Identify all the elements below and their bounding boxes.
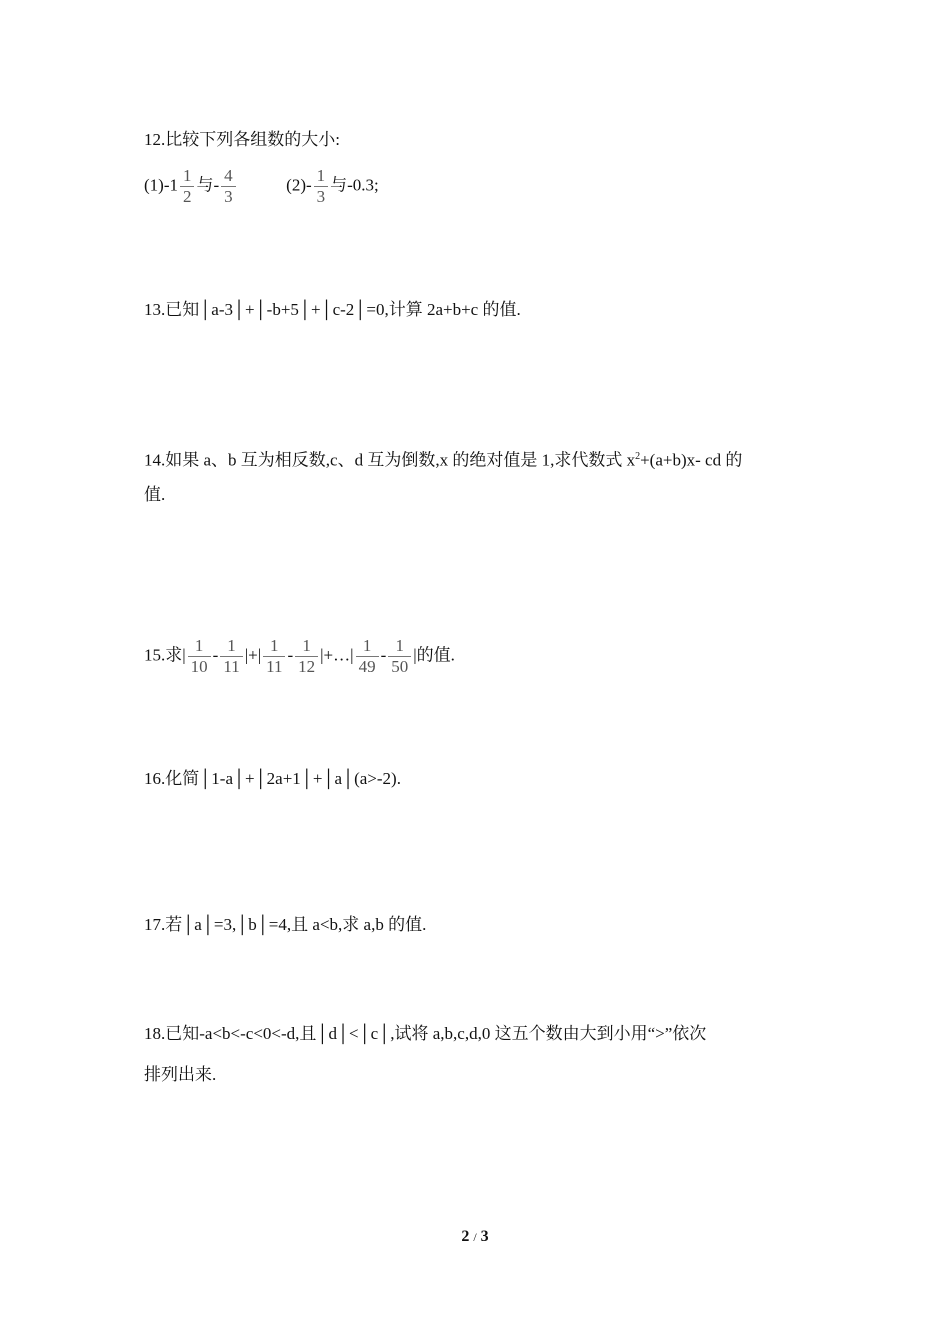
text: 与-: [196, 175, 220, 195]
question-14-line2: 值.: [144, 485, 166, 504]
numerator: 1: [194, 636, 204, 655]
fraction: [388, 636, 411, 677]
fraction: [221, 166, 236, 207]
fraction: [188, 636, 211, 677]
total-pages: 3: [480, 1228, 489, 1245]
numerator: 1: [395, 636, 404, 655]
current-page: 2: [461, 1228, 470, 1245]
fraction: [314, 166, 329, 207]
fraction: [220, 636, 242, 677]
text: 15.求|: [144, 645, 186, 665]
text: -: [212, 645, 219, 665]
text: -: [380, 645, 387, 665]
numerator: 1: [362, 636, 372, 655]
denominator: 10: [188, 656, 211, 677]
text: (1)-1: [144, 175, 178, 195]
denominator: 3: [314, 186, 329, 207]
denominator: 11: [220, 656, 242, 677]
text: 与-0.3;: [330, 175, 379, 195]
question-17: 17.若│a│=3,│b│=4,且 a<b,求 a,b 的值.: [144, 915, 427, 934]
text: +(a+b)x- cd 的: [640, 450, 743, 470]
text: 14.如果 a、b 互为相反数,c、d 互为倒数,x 的绝对值是 1,求代数式 x: [144, 450, 636, 470]
question-15: [144, 636, 455, 677]
text: |的值.: [413, 645, 455, 665]
question-12-title: 12.比较下列各组数的大小:: [144, 130, 340, 149]
text: (2)-: [286, 175, 312, 195]
numerator: 1: [302, 636, 311, 655]
fraction: [180, 166, 195, 207]
question-16: 16.化简│1-a│+│2a+1│+│a│(a>-2).: [144, 769, 401, 788]
page-number: [0, 1228, 950, 1246]
numerator: 1: [316, 166, 326, 185]
numerator: 1: [227, 636, 236, 655]
question-14: [144, 445, 742, 473]
question-18: 18.已知-a<b<-c<0<-d,且│d│<│c│,试将 a,b,c,d,0 这五个数由大到小用“>”依次: [144, 1024, 707, 1043]
numerator: 4: [224, 166, 233, 185]
question-12-parts: [144, 166, 379, 207]
denominator: 3: [221, 186, 236, 207]
question-18-line2: 排列出来.: [144, 1065, 217, 1084]
fraction: [263, 636, 285, 677]
denominator: 11: [263, 656, 285, 677]
page-separator: /: [473, 1230, 477, 1244]
numerator: 1: [182, 166, 192, 185]
superscript: 2: [635, 451, 641, 462]
numerator: 1: [270, 636, 279, 655]
text: |+…|: [320, 645, 354, 665]
denominator: 12: [295, 656, 318, 677]
fraction: [356, 636, 379, 677]
denominator: 50: [388, 656, 411, 677]
denominator: 2: [180, 186, 195, 207]
denominator: 49: [356, 656, 379, 677]
text: |+|: [244, 645, 262, 665]
fraction: [295, 636, 318, 677]
question-13: 13.已知│a-3│+│-b+5│+│c-2│=0,计算 2a+b+c 的值.: [144, 300, 521, 319]
text: -: [287, 645, 294, 665]
